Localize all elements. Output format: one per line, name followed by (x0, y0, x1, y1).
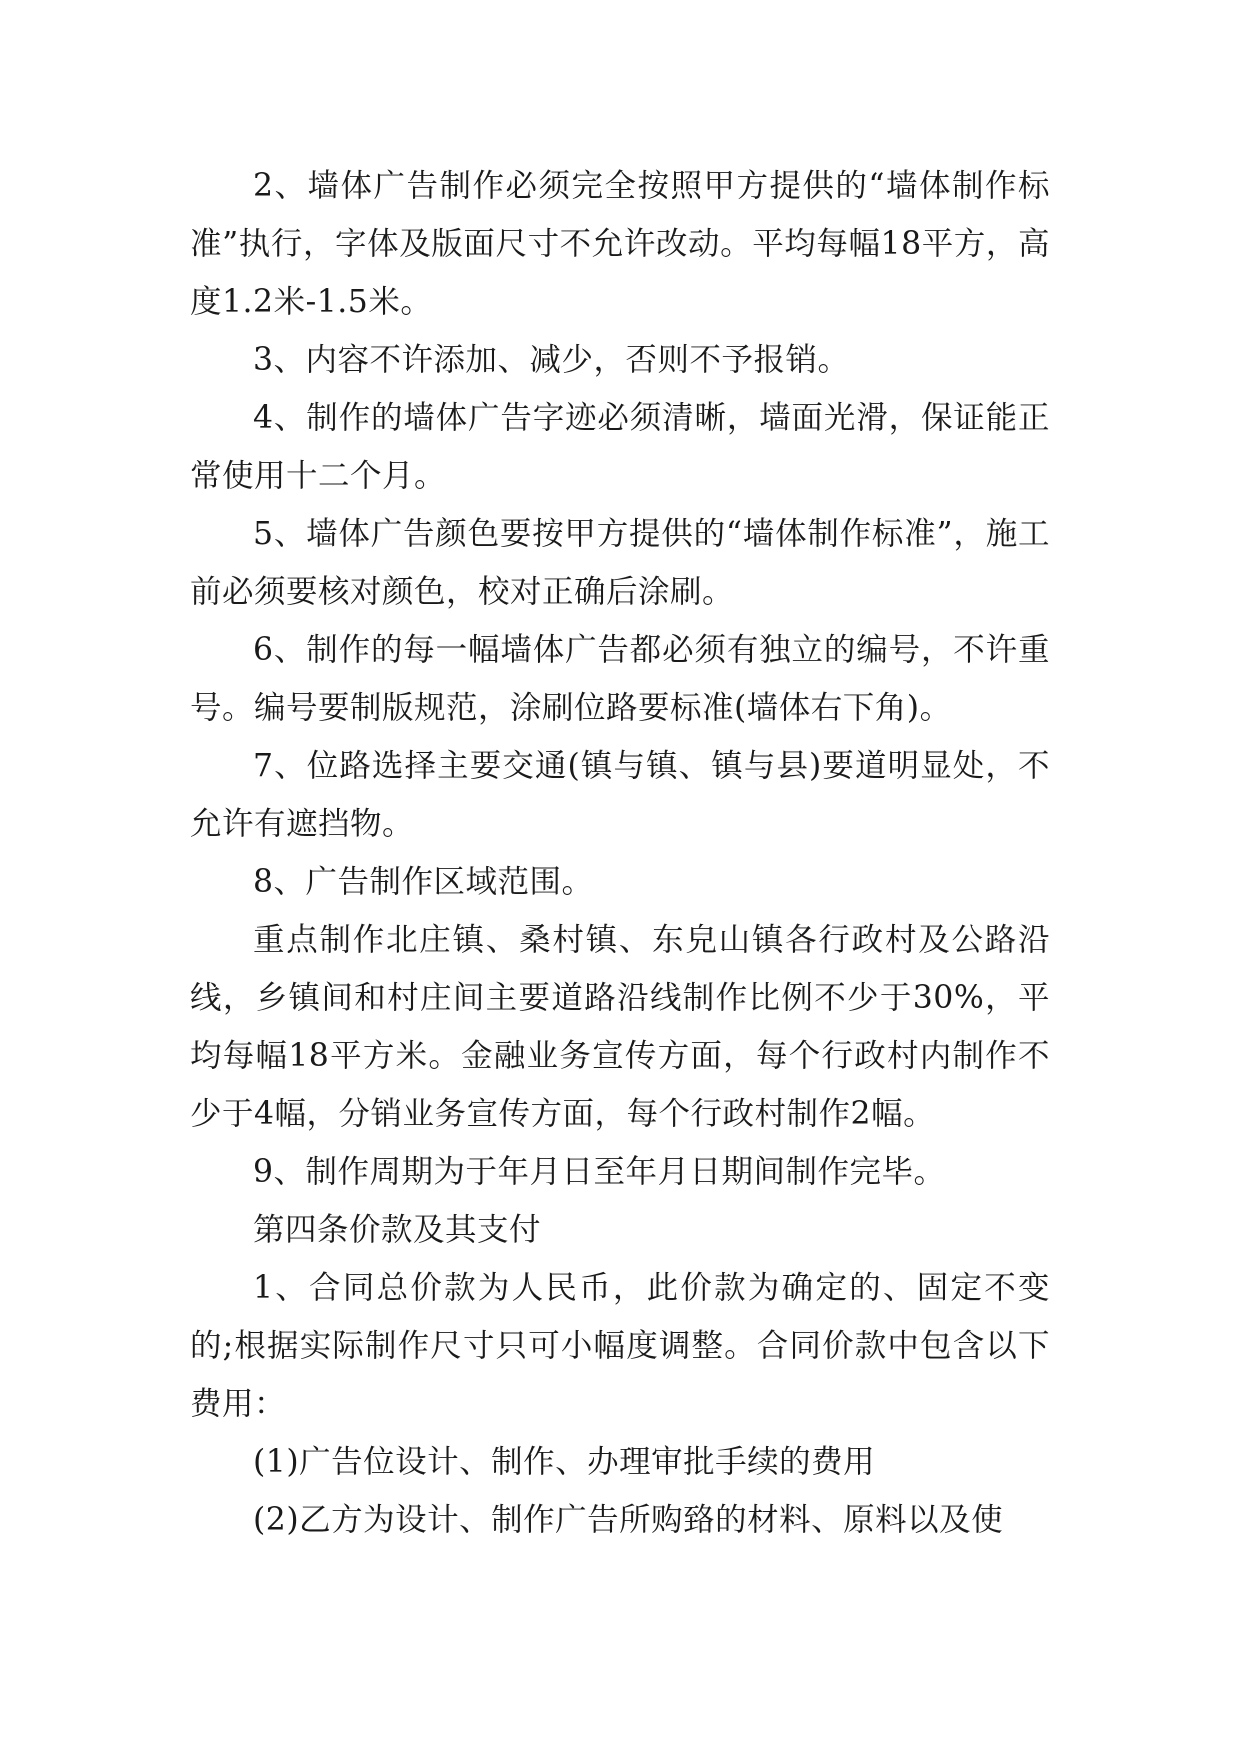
paragraph-clause-5: 5、墙体广告颜色要按甲方提供的“墙体制作标准”，施工前必须要核对颜色，校对正确后涂刷。 (190, 516, 1050, 610)
paragraph-clause-6: 6、制作的每一幅墙体广告都必须有独立的编号，不许重号。编号要制版规范，涂刷位路要标准(墙体右下角)。 (190, 632, 1050, 726)
paragraph-area-detail: 重点制作北庄镇、桑村镇、东皃山镇各行政村及公路沿线，乡镇间和村庄间主要道路沿线制作比例不少于30%，平均每幅18平方米。金融业务宣传方面，每个行政村内制作不少于4幅，分销业务宣传方面，每个行政村制作2幅。 (190, 922, 1050, 1132)
paragraph-clause-4: 4、制作的墙体广告字迹必须清晰，墙面光滑，保证能正常使用十二个月。 (190, 400, 1050, 494)
paragraph-clause-7: 7、位路选择主要交通(镇与镇、镇与县)要道明显处，不允许有遮挡物。 (190, 748, 1050, 842)
paragraph-price-1: 1、合同总价款为人民币，此价款为确定的、固定不变的;根据实际制作尺寸只可小幅度调整。合同价款中包含以下费用： (190, 1270, 1050, 1422)
paragraph-clause-8: 8、广告制作区域范围。 (253, 864, 594, 900)
paragraph-clause-3: 3、内容不许添加、减少，否则不予报销。 (253, 342, 850, 378)
paragraph-clause-2: 2、墙体广告制作必须完全按照甲方提供的“墙体制作标准”执行，字体及版面尺寸不允许改动。平均每幅18平方，高度1.2米-1.5米。 (190, 168, 1050, 320)
document-body (190, 157, 1050, 1549)
paragraph-fee-item-1: (1)广告位设计、制作、办理审批手续的费用 (253, 1444, 876, 1480)
section-heading-article-4: 第四条价款及其支付 (253, 1212, 542, 1248)
paragraph-clause-9: 9、制作周期为于年月日至年月日期间制作完毕。 (253, 1154, 946, 1190)
paragraph-fee-item-2: (2)乙方为设计、制作广告所购臵的材料、原料以及使 (253, 1502, 1004, 1538)
